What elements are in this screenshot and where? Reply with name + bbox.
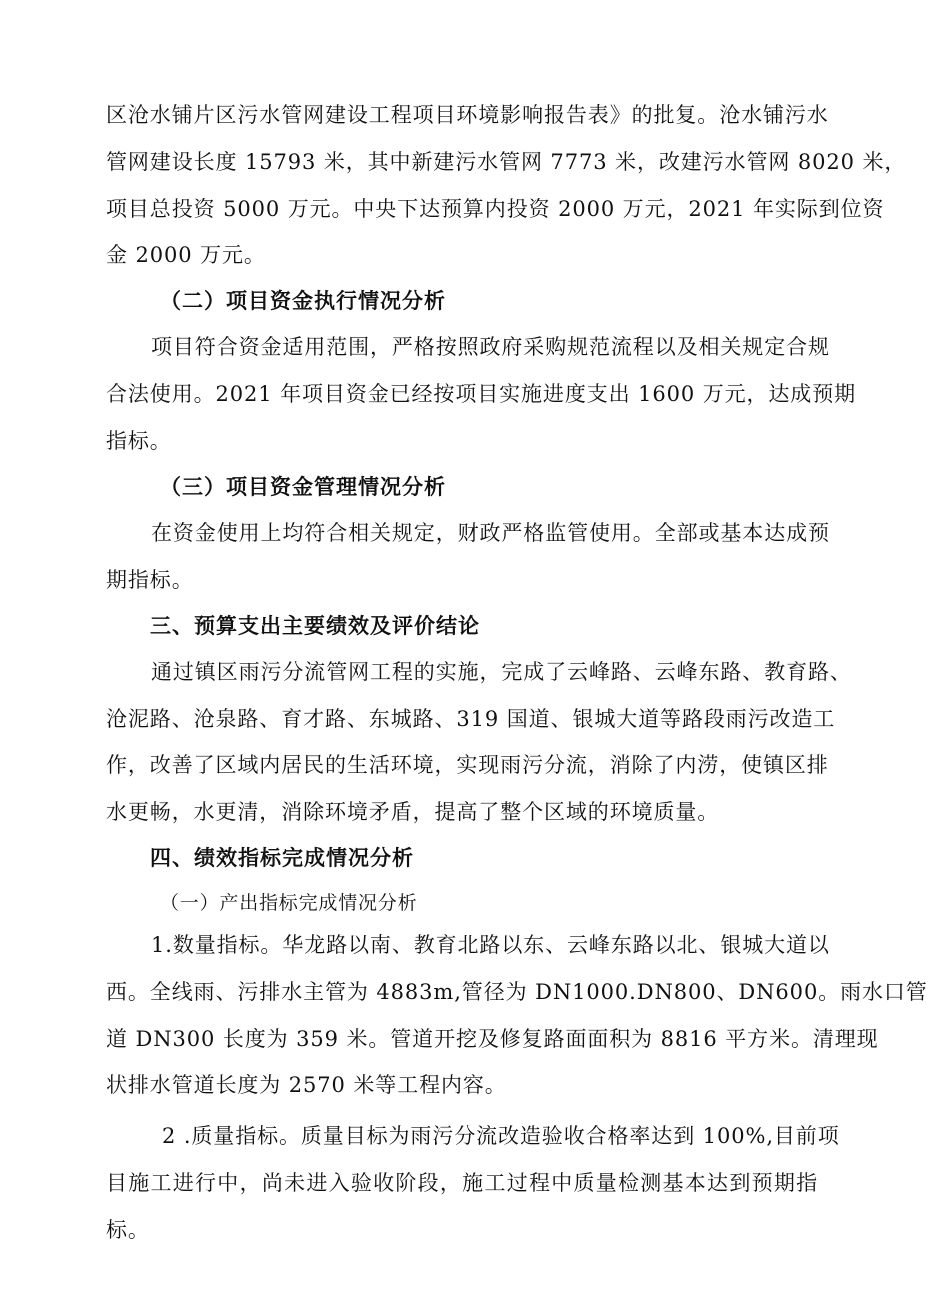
section-heading: （二）项目资金执行情况分析 [160,289,446,313]
paragraph-line: 管网建设长度 15793 米，其中新建污水管网 7773 米，改建污水管网 8020 米， [106,150,907,174]
paragraph-line: 2 .质量指标。质量目标为雨污分流改造验收合格率达到 100%,目前项 [162,1124,840,1148]
paragraph-line: 在资金使用上均符合相关规定，财政严格监管使用。全部或基本达成预 [151,521,830,545]
paragraph-line: 水更畅，水更清，消除环境矛盾，提高了整个区域的环境质量。 [106,800,720,824]
paragraph-line: 标。 [106,1218,150,1242]
paragraph-line: 1.数量指标。华龙路以南、教育北路以东、云峰东路以北、银城大道以 [151,933,830,957]
paragraph-line: 金 2000 万元。 [106,243,266,267]
paragraph-line: 西。全线雨、污排水主管为 4883m,管径为 DN1000.DN800、DN600。雨水口管 [106,980,928,1004]
section-heading: （三）项目资金管理情况分析 [160,475,446,499]
paragraph-line: 项目符合资金适用范围，严格按照政府采购规范流程以及相关规定合规 [151,335,830,359]
paragraph-line: 通过镇区雨污分流管网工程的实施，完成了云峰路、云峰东路、教育路、 [151,660,852,684]
chapter-heading: 四、绩效指标完成情况分析 [150,846,414,870]
subsection-heading: （一）产出指标完成情况分析 [160,892,418,914]
paragraph-line: 状排水管道长度为 2570 米等工程内容。 [106,1073,507,1097]
paragraph-line: 项目总投资 5000 万元。中央下达预算内投资 2000 万元，2021 年实际到位资 [106,197,885,221]
paragraph-line: 合法使用。2021 年项目资金已经按项目实施进度支出 1600 万元，达成预期 [106,382,857,406]
paragraph-line: 期指标。 [106,568,194,592]
paragraph-line: 沧泥路、沧泉路、育才路、东城路、319 国道、银城大道等路段雨污改造工 [106,707,836,731]
chapter-heading: 三、预算支出主要绩效及评价结论 [150,614,480,638]
paragraph-line: 作，改善了区域内居民的生活环境，实现雨污分流，消除了内涝，使镇区排 [106,753,829,777]
paragraph-line: 目施工进行中，尚未进入验收阶段，施工过程中质量检测基本达到预期指 [106,1171,818,1195]
paragraph-line: 道 DN300 长度为 359 米。管道开挖及修复路面面积为 8816 平方米。清理现 [106,1027,879,1051]
paragraph-line: 指标。 [106,429,172,453]
paragraph-line: 区沧水铺片区污水管网建设工程项目环境影响报告表》的批复。沧水铺污水 [106,103,829,127]
